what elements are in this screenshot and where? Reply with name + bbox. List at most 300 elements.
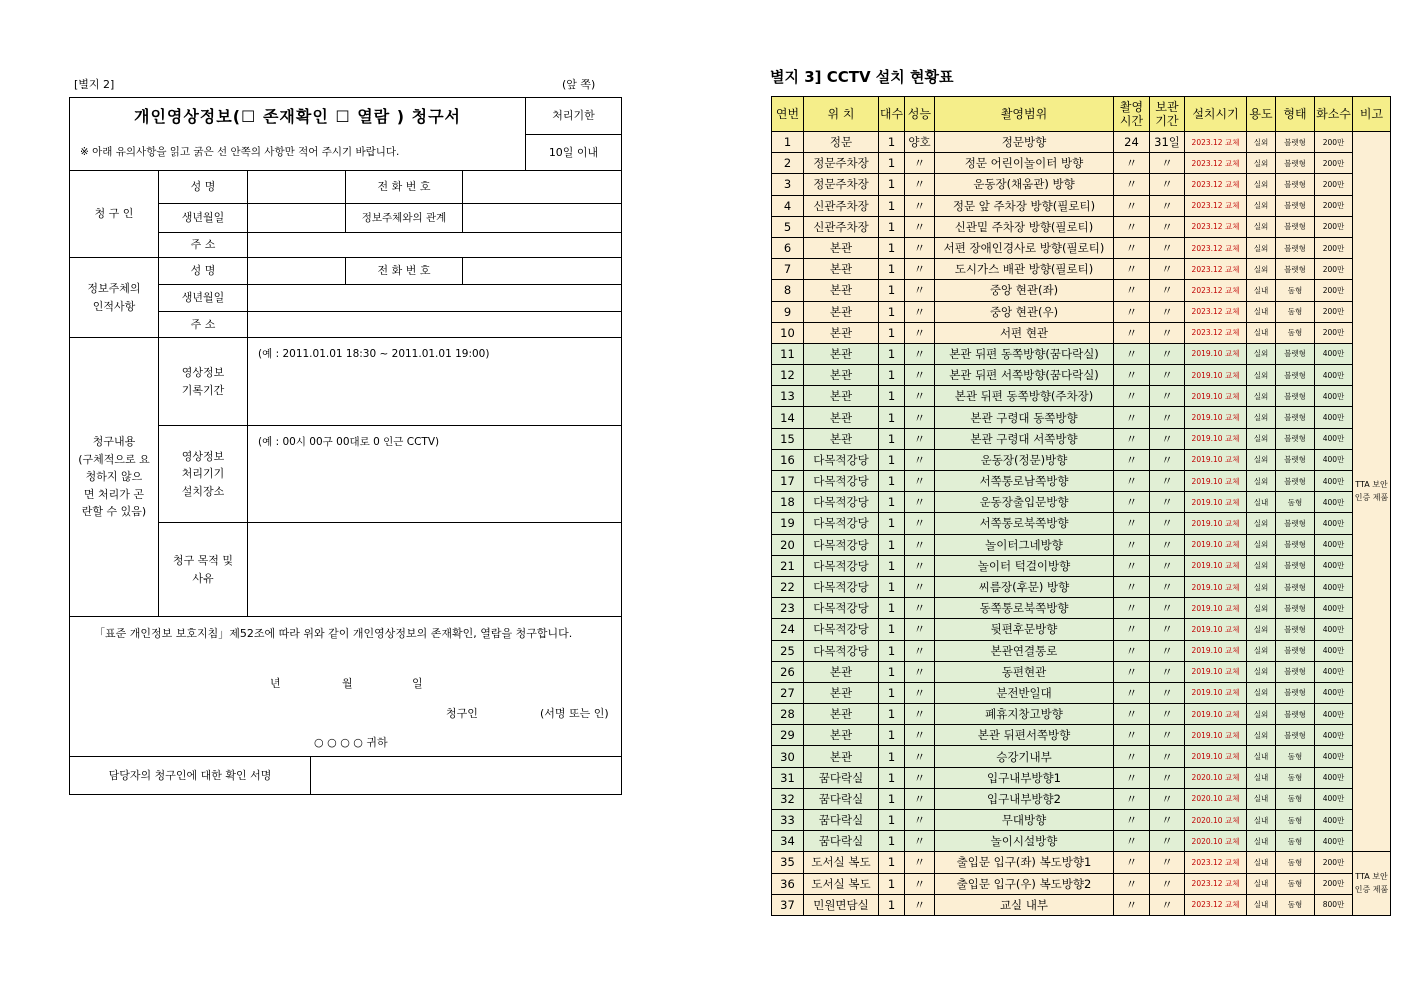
requester-name-label: 성 명 <box>159 171 248 204</box>
subject-phone-label: 전 화 번 호 <box>346 258 463 285</box>
cell-range: 놀이터 턱걸이방향 <box>935 555 1114 576</box>
cell-performance: 〃 <box>905 407 935 428</box>
cell-location: 꿈다락실 <box>804 767 879 788</box>
cell-use: 실내 <box>1247 767 1276 788</box>
cell-time: 〃 <box>1114 259 1150 280</box>
cell-pixels: 400만 <box>1315 661 1353 682</box>
cell-use: 실내 <box>1247 492 1276 513</box>
cell-form: 돔형 <box>1276 894 1315 915</box>
cell-time: 〃 <box>1114 407 1150 428</box>
cell-count: 1 <box>879 661 905 682</box>
cell-pixels: 200만 <box>1315 237 1353 258</box>
cell-retention: 31일 <box>1150 132 1185 153</box>
cell-use: 실외 <box>1247 598 1276 619</box>
cell-use: 실내 <box>1247 852 1276 873</box>
cell-performance: 〃 <box>905 746 935 767</box>
cell-location: 본관 <box>804 237 879 258</box>
cell-retention: 〃 <box>1150 852 1185 873</box>
cell-no: 12 <box>772 365 804 386</box>
cell-pixels: 400만 <box>1315 831 1353 852</box>
cell-location: 본관 <box>804 301 879 322</box>
cell-retention: 〃 <box>1150 725 1185 746</box>
cell-no: 33 <box>772 810 804 831</box>
location-field[interactable]: (예 : 00시 00구 00대로 0 인근 CCTV) <box>248 426 621 523</box>
page-side-label: (앞 쪽) <box>562 78 596 91</box>
cell-retention: 〃 <box>1150 216 1185 237</box>
staff-confirm-label: 담당자의 청구인에 대한 확인 서명 <box>70 757 311 794</box>
cell-location: 본관 <box>804 725 879 746</box>
table-row <box>772 280 1391 301</box>
cell-count: 1 <box>879 788 905 809</box>
cell-use: 실내 <box>1247 894 1276 915</box>
cell-retention: 〃 <box>1150 386 1185 407</box>
cell-form: 블렛형 <box>1276 682 1315 703</box>
cell-no: 27 <box>772 682 804 703</box>
cell-count: 1 <box>879 534 905 555</box>
subject-phone-field[interactable] <box>463 258 621 285</box>
table-row <box>772 767 1391 788</box>
requester-section-label: 청 구 인 <box>70 171 159 258</box>
cell-range: 입구내부방향2 <box>935 788 1114 809</box>
cell-pixels: 400만 <box>1315 471 1353 492</box>
cell-retention: 〃 <box>1150 153 1185 174</box>
cell-no: 36 <box>772 873 804 894</box>
cell-performance: 〃 <box>905 343 935 364</box>
cell-no: 3 <box>772 174 804 195</box>
requester-phone-label: 전 화 번 호 <box>346 171 463 204</box>
staff-confirm-field[interactable] <box>311 757 621 794</box>
cell-pixels: 400만 <box>1315 407 1353 428</box>
cell-performance: 〃 <box>905 788 935 809</box>
cell-location: 다목적강당 <box>804 534 879 555</box>
cell-use: 실외 <box>1247 704 1276 725</box>
purpose-field[interactable] <box>248 523 621 617</box>
cell-install-date: 2019.10 교체 <box>1185 725 1247 746</box>
cell-install-date: 2019.10 교체 <box>1185 682 1247 703</box>
cctv-header-row <box>772 97 1391 132</box>
cell-pixels: 400만 <box>1315 449 1353 470</box>
cell-location: 신관주차장 <box>804 216 879 237</box>
cell-performance: 〃 <box>905 852 935 873</box>
cell-use: 실외 <box>1247 216 1276 237</box>
subject-birth-label: 생년월일 <box>159 285 248 312</box>
requester-address-field[interactable] <box>248 233 621 258</box>
cell-use: 실외 <box>1247 195 1276 216</box>
cell-retention: 〃 <box>1150 810 1185 831</box>
cell-use: 실내 <box>1247 746 1276 767</box>
subject-name-field[interactable] <box>248 258 346 285</box>
table-row <box>772 259 1391 280</box>
form-title: 개인영상정보(☐ 존재확인 ☐ 열람 ) 청구서 <box>133 106 461 126</box>
col-header: 용도 <box>1247 97 1276 132</box>
cell-retention: 〃 <box>1150 704 1185 725</box>
table-row <box>772 555 1391 576</box>
cell-retention: 〃 <box>1150 640 1185 661</box>
table-row <box>772 513 1391 534</box>
table-row <box>772 216 1391 237</box>
cell-form: 블렛형 <box>1276 598 1315 619</box>
cell-pixels: 400만 <box>1315 746 1353 767</box>
cell-range: 무대방향 <box>935 810 1114 831</box>
date-day: 일 <box>412 677 423 690</box>
cell-install-date: 2019.10 교체 <box>1185 492 1247 513</box>
cell-performance: 〃 <box>905 534 935 555</box>
cell-pixels: 400만 <box>1315 492 1353 513</box>
cell-install-date: 2019.10 교체 <box>1185 746 1247 767</box>
cell-pixels: 200만 <box>1315 132 1353 153</box>
cell-range: 동쪽통로북쪽방향 <box>935 598 1114 619</box>
table-row <box>772 428 1391 449</box>
cell-count: 1 <box>879 237 905 258</box>
cell-use: 실외 <box>1247 237 1276 258</box>
cctv-table <box>771 96 1391 916</box>
cell-install-date: 2023.12 교체 <box>1185 132 1247 153</box>
period-field[interactable]: (예 : 2011.01.01 18:30 ~ 2011.01.01 19:00) <box>248 338 621 426</box>
table-row <box>772 534 1391 555</box>
cell-pixels: 400만 <box>1315 365 1353 386</box>
table-row <box>772 810 1391 831</box>
cell-time: 〃 <box>1114 513 1150 534</box>
cell-count: 1 <box>879 810 905 831</box>
cell-pixels: 400만 <box>1315 640 1353 661</box>
cell-install-date: 2019.10 교체 <box>1185 365 1247 386</box>
cell-performance: 〃 <box>905 704 935 725</box>
cell-pixels: 400만 <box>1315 386 1353 407</box>
cell-performance: 〃 <box>905 640 935 661</box>
cell-no: 31 <box>772 767 804 788</box>
table-row <box>772 852 1391 873</box>
cell-range: 본관 뒤편 동쪽방향(꿈다락실) <box>935 343 1114 364</box>
cell-use: 실외 <box>1247 619 1276 640</box>
cell-no: 1 <box>772 132 804 153</box>
statement-block <box>70 617 621 757</box>
cell-range: 운동장출입문방향 <box>935 492 1114 513</box>
cell-install-date: 2019.10 교체 <box>1185 576 1247 597</box>
cell-location: 본관 <box>804 280 879 301</box>
cell-form: 돔형 <box>1276 788 1315 809</box>
cell-performance: 〃 <box>905 237 935 258</box>
cell-location: 본관 <box>804 343 879 364</box>
cell-performance: 〃 <box>905 301 935 322</box>
cell-form: 블렛형 <box>1276 132 1315 153</box>
cell-location: 민원면담실 <box>804 894 879 915</box>
cell-form: 블렛형 <box>1276 619 1315 640</box>
cell-use: 실내 <box>1247 301 1276 322</box>
cell-location: 본관 <box>804 322 879 343</box>
table-row <box>772 322 1391 343</box>
cell-install-date: 2020.10 교체 <box>1185 788 1247 809</box>
cell-no: 29 <box>772 725 804 746</box>
cell-retention: 〃 <box>1150 259 1185 280</box>
cell-no: 21 <box>772 555 804 576</box>
table-row <box>772 598 1391 619</box>
cell-count: 1 <box>879 492 905 513</box>
cell-retention: 〃 <box>1150 598 1185 619</box>
cell-performance: 〃 <box>905 322 935 343</box>
cell-form: 블렛형 <box>1276 725 1315 746</box>
requester-address-label: 주 소 <box>159 233 248 258</box>
form-title-cell <box>70 98 526 135</box>
cell-retention: 〃 <box>1150 831 1185 852</box>
cell-time: 〃 <box>1114 174 1150 195</box>
subject-address-field[interactable] <box>248 312 621 338</box>
cell-performance: 〃 <box>905 767 935 788</box>
cell-count: 1 <box>879 322 905 343</box>
cell-location: 본관 <box>804 259 879 280</box>
cell-range: 분전반일대 <box>935 682 1114 703</box>
table-row <box>772 237 1391 258</box>
cell-count: 1 <box>879 746 905 767</box>
cell-time: 〃 <box>1114 343 1150 364</box>
cell-range: 서편 장애인경사로 방향(필로티) <box>935 237 1114 258</box>
cell-count: 1 <box>879 428 905 449</box>
request-form <box>69 97 622 795</box>
cell-use: 실외 <box>1247 259 1276 280</box>
requester-name-field[interactable] <box>248 171 346 204</box>
cell-use: 실내 <box>1247 322 1276 343</box>
cell-performance: 〃 <box>905 449 935 470</box>
processing-deadline-label: 처리기한 <box>526 98 621 135</box>
cell-range: 본관 구령대 서쪽방향 <box>935 428 1114 449</box>
subject-section-label: 정보주체의 인적사항 <box>70 258 159 338</box>
table-row <box>772 661 1391 682</box>
table-row <box>772 492 1391 513</box>
cell-retention: 〃 <box>1150 788 1185 809</box>
col-header: 비고 <box>1353 97 1391 132</box>
table-row <box>772 407 1391 428</box>
cell-install-date: 2023.12 교체 <box>1185 259 1247 280</box>
cell-performance: 〃 <box>905 894 935 915</box>
cell-location: 도서실 복도 <box>804 852 879 873</box>
cell-retention: 〃 <box>1150 873 1185 894</box>
cell-pixels: 400만 <box>1315 428 1353 449</box>
requester-relation-label: 정보주체와의 관계 <box>346 204 463 233</box>
cell-location: 다목적강당 <box>804 619 879 640</box>
purpose-label: 청구 목적 및 사유 <box>159 523 248 617</box>
cell-no: 34 <box>772 831 804 852</box>
cell-no: 22 <box>772 576 804 597</box>
cell-pixels: 200만 <box>1315 259 1353 280</box>
cell-location: 정문주차장 <box>804 153 879 174</box>
cell-pixels: 400만 <box>1315 767 1353 788</box>
cell-retention: 〃 <box>1150 407 1185 428</box>
cell-retention: 〃 <box>1150 195 1185 216</box>
cell-retention: 〃 <box>1150 365 1185 386</box>
col-header: 형태 <box>1276 97 1315 132</box>
cell-performance: 〃 <box>905 725 935 746</box>
cell-location: 다목적강당 <box>804 598 879 619</box>
cell-install-date: 2023.12 교체 <box>1185 216 1247 237</box>
cell-form: 돔형 <box>1276 852 1315 873</box>
cell-form: 블렛형 <box>1276 449 1315 470</box>
cell-count: 1 <box>879 513 905 534</box>
cell-use: 실내 <box>1247 831 1276 852</box>
cell-install-date: 2019.10 교체 <box>1185 449 1247 470</box>
cell-form: 블렛형 <box>1276 640 1315 661</box>
cell-form: 블렛형 <box>1276 534 1315 555</box>
cell-time: 〃 <box>1114 894 1150 915</box>
table-row <box>772 894 1391 915</box>
subject-address-label: 주 소 <box>159 312 248 338</box>
cell-retention: 〃 <box>1150 746 1185 767</box>
cell-count: 1 <box>879 407 905 428</box>
requester-birth-field[interactable] <box>248 204 346 233</box>
cell-count: 1 <box>879 894 905 915</box>
cell-use: 실외 <box>1247 725 1276 746</box>
cell-no: 28 <box>772 704 804 725</box>
table-row <box>772 132 1391 153</box>
cell-install-date: 2019.10 교체 <box>1185 386 1247 407</box>
cell-count: 1 <box>879 767 905 788</box>
date-month: 월 <box>342 677 353 690</box>
cell-retention: 〃 <box>1150 301 1185 322</box>
cell-form: 블렛형 <box>1276 576 1315 597</box>
cell-count: 1 <box>879 301 905 322</box>
cell-location: 꿈다락실 <box>804 810 879 831</box>
cell-pixels: 400만 <box>1315 682 1353 703</box>
cell-range: 승강기내부 <box>935 746 1114 767</box>
cell-location: 다목적강당 <box>804 513 879 534</box>
cell-no: 13 <box>772 386 804 407</box>
subject-birth-field[interactable] <box>248 285 621 312</box>
cell-count: 1 <box>879 555 905 576</box>
cell-count: 1 <box>879 471 905 492</box>
cell-install-date: 2023.12 교체 <box>1185 301 1247 322</box>
table-row <box>772 449 1391 470</box>
cell-pixels: 400만 <box>1315 598 1353 619</box>
cell-range: 놀이터그네방향 <box>935 534 1114 555</box>
cell-form: 블렛형 <box>1276 174 1315 195</box>
cell-count: 1 <box>879 365 905 386</box>
cell-range: 본관 뒤편서쪽방향 <box>935 725 1114 746</box>
cell-location: 다목적강당 <box>804 492 879 513</box>
cell-form: 블렛형 <box>1276 407 1315 428</box>
cell-performance: 〃 <box>905 598 935 619</box>
cell-retention: 〃 <box>1150 534 1185 555</box>
cell-pixels: 200만 <box>1315 852 1353 873</box>
cell-pixels: 400만 <box>1315 513 1353 534</box>
table-row <box>772 788 1391 809</box>
cell-use: 실내 <box>1247 810 1276 831</box>
cell-retention: 〃 <box>1150 280 1185 301</box>
cell-time: 〃 <box>1114 640 1150 661</box>
cell-install-date: 2020.10 교체 <box>1185 767 1247 788</box>
cell-location: 본관 <box>804 682 879 703</box>
cell-time: 〃 <box>1114 449 1150 470</box>
cell-use: 실외 <box>1247 428 1276 449</box>
table-row <box>772 873 1391 894</box>
cell-time: 〃 <box>1114 301 1150 322</box>
cell-no: 17 <box>772 471 804 492</box>
processing-deadline-value: 10일 이내 <box>526 135 621 171</box>
cell-performance: 〃 <box>905 259 935 280</box>
cell-time: 〃 <box>1114 852 1150 873</box>
cell-retention: 〃 <box>1150 682 1185 703</box>
cell-location: 정문주차장 <box>804 174 879 195</box>
cell-time: 〃 <box>1114 746 1150 767</box>
col-header: 화소수 <box>1315 97 1353 132</box>
cell-install-date: 2023.12 교체 <box>1185 852 1247 873</box>
requester-phone-field[interactable] <box>463 171 621 204</box>
cell-count: 1 <box>879 852 905 873</box>
cell-time: 〃 <box>1114 661 1150 682</box>
col-header: 성능 <box>905 97 935 132</box>
cell-range: 운동장(채움관) 방향 <box>935 174 1114 195</box>
cell-form: 블렛형 <box>1276 471 1315 492</box>
cell-pixels: 400만 <box>1315 788 1353 809</box>
cell-pixels: 200만 <box>1315 322 1353 343</box>
cell-retention: 〃 <box>1150 322 1185 343</box>
cell-install-date: 2023.12 교체 <box>1185 894 1247 915</box>
cell-retention: 〃 <box>1150 428 1185 449</box>
cell-pixels: 800만 <box>1315 894 1353 915</box>
cell-count: 1 <box>879 343 905 364</box>
cell-retention: 〃 <box>1150 449 1185 470</box>
cell-no: 14 <box>772 407 804 428</box>
cell-install-date: 2023.12 교체 <box>1185 280 1247 301</box>
cell-time: 〃 <box>1114 534 1150 555</box>
cell-install-date: 2023.12 교체 <box>1185 873 1247 894</box>
cell-use: 실외 <box>1247 640 1276 661</box>
col-header: 보관 기간 <box>1150 97 1185 132</box>
cell-location: 본관 <box>804 407 879 428</box>
cell-form: 블렛형 <box>1276 386 1315 407</box>
cell-no: 19 <box>772 513 804 534</box>
table-row <box>772 153 1391 174</box>
cell-use: 실외 <box>1247 174 1276 195</box>
cell-form: 블렛형 <box>1276 216 1315 237</box>
cell-install-date: 2020.10 교체 <box>1185 831 1247 852</box>
cell-count: 1 <box>879 153 905 174</box>
cell-use: 실외 <box>1247 513 1276 534</box>
cell-count: 1 <box>879 725 905 746</box>
cell-performance: 〃 <box>905 492 935 513</box>
cell-no: 2 <box>772 153 804 174</box>
cell-no: 30 <box>772 746 804 767</box>
cell-count: 1 <box>879 598 905 619</box>
cell-range: 본관 뒤편 서쪽방향(꿈다락실) <box>935 365 1114 386</box>
cell-performance: 〃 <box>905 386 935 407</box>
cell-pixels: 200만 <box>1315 195 1353 216</box>
cell-install-date: 2019.10 교체 <box>1185 640 1247 661</box>
cell-location: 꿈다락실 <box>804 788 879 809</box>
cell-range: 폐휴지창고방향 <box>935 704 1114 725</box>
cell-form: 돔형 <box>1276 810 1315 831</box>
cell-form: 블렛형 <box>1276 195 1315 216</box>
col-header: 촬영범위 <box>935 97 1114 132</box>
cell-pixels: 400만 <box>1315 555 1353 576</box>
cell-range: 입구내부방향1 <box>935 767 1114 788</box>
cell-range: 운동장(정문)방향 <box>935 449 1114 470</box>
col-header: 촬영 시간 <box>1114 97 1150 132</box>
cell-install-date: 2023.12 교체 <box>1185 237 1247 258</box>
cell-retention: 〃 <box>1150 343 1185 364</box>
cell-time: 〃 <box>1114 280 1150 301</box>
cell-pixels: 400만 <box>1315 576 1353 597</box>
cell-use: 실내 <box>1247 788 1276 809</box>
cell-pixels: 200만 <box>1315 174 1353 195</box>
cell-no: 23 <box>772 598 804 619</box>
cell-install-date: 2019.10 교체 <box>1185 619 1247 640</box>
cell-performance: 〃 <box>905 682 935 703</box>
cell-count: 1 <box>879 216 905 237</box>
requester-relation-field[interactable] <box>463 204 621 233</box>
cell-no: 26 <box>772 661 804 682</box>
cell-time: 〃 <box>1114 428 1150 449</box>
cell-use: 실외 <box>1247 153 1276 174</box>
cell-pixels: 400만 <box>1315 704 1353 725</box>
cell-count: 1 <box>879 873 905 894</box>
